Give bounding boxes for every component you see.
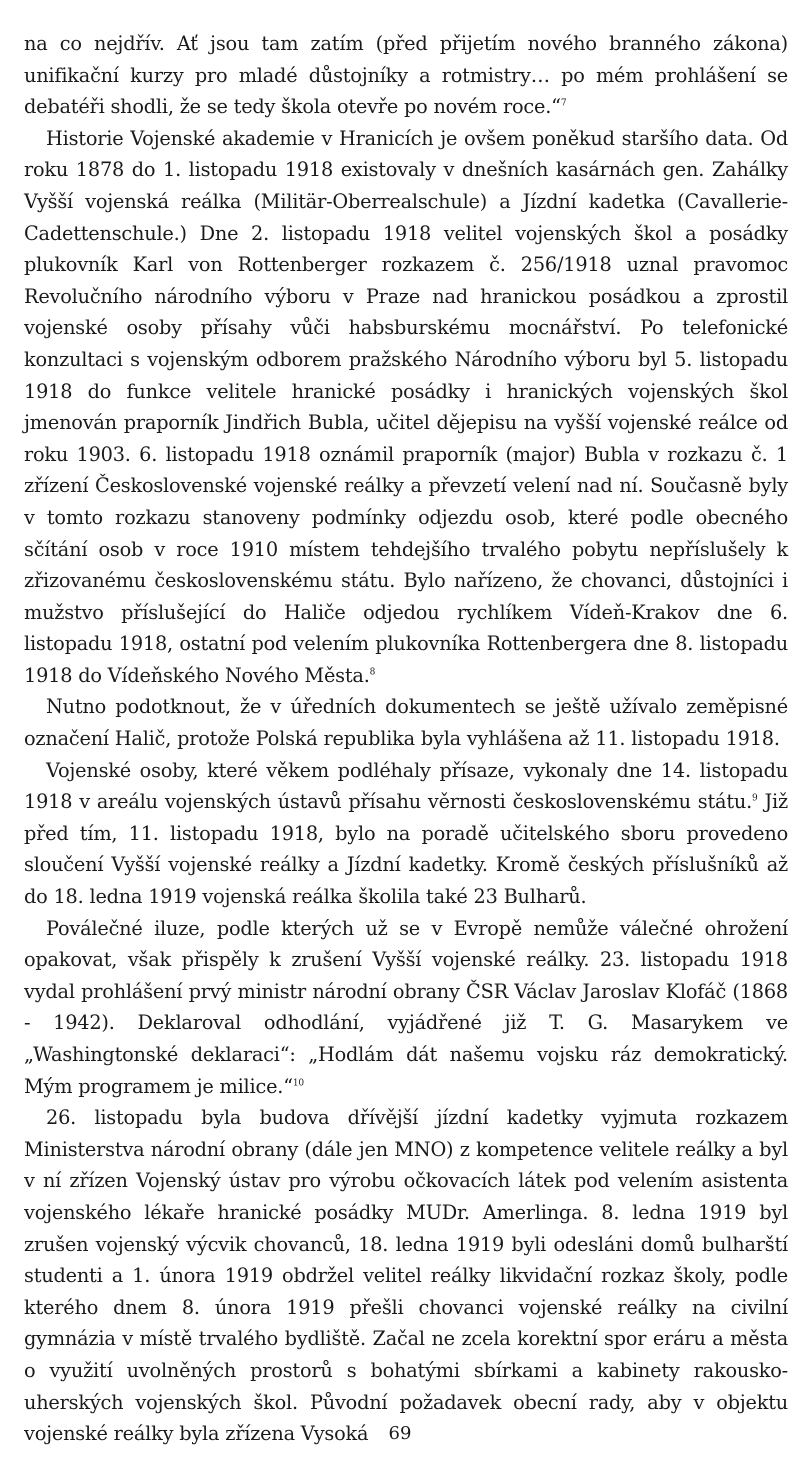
paragraph-6: [24, 1102, 788, 1450]
body-text: [24, 28, 788, 1450]
paragraph-text: 26. listopadu byla budova dřívější jízdní kadetky vyjmuta rozkazem Ministerstva národní obrany (dále jen MNO) z kompetence velitele reálky a byl v ní zřízen Vojenský ústav pro výrobu očkovacích látek pod velením asistenta vojenského lékaře hranické posádky MUDr. Amerlinga. 8. ledna 1919 byl zrušen vojenský výcvik chovanců, 18. ledna 1919 byli odesláni domů bulharští studenti a 1. února 1919 obdržel velitel reálky likvidační rozkaz školy, podle kterého dnem 8. února 1919 přešli chovanci vojenské reálky na civilní gymnázia v místě trvalého bydliště. Začal ne zcela korektní spor eráru a města o využití uvolněných prostorů s bohatými sbírkami a kabinety rakousko-uherských vojenských škol. Původní požadavek obecní rady, aby v objektu vojenské reálky byla zřízena Vysoká: [24, 1106, 788, 1446]
paragraph-1: [24, 28, 788, 123]
footnote-marker: 9: [752, 793, 758, 804]
footnote-marker: 7: [560, 98, 567, 109]
paragraph-3: [24, 691, 788, 754]
paragraph-text: Již před tím, 11. listopadu 1918, bylo na poradě učitelského sboru provedeno sloučení Vyšší vojenské reálky a Jízdní kadetky. Kromě českých příslušníků až do 18. ledna 1919 vojenská reálka školila také 23 Bulharů.: [24, 790, 788, 909]
paragraph-5: [24, 913, 788, 1103]
paragraph-4: [24, 755, 788, 913]
paragraph-text: na co nejdřív. Ať jsou tam zatím (před přijetím nového branného zákona) unifikační kurzy pro mladé důstojníky a rotmistry… po mém prohlášení se debatéři shodli, že se tedy škola otevře po novém roce.“: [24, 32, 788, 119]
page-number: 69: [388, 1423, 412, 1444]
paragraph-text: Poválečné iluze, podle kterých už se v Evropě nemůže válečné ohrožení opakovat, však přispěly k zrušení Vyšší vojenské reálky. 23. listopadu 1918 vydal prohlášení prvý ministr národní obrany ČSR Václav Jaroslav Klofáč (1868 - 1942). Deklaroval odhodlání, vyjádřené již T. G. Masarykem ve „Washingtonské deklaraci“: „Hodlám dát našemu vojsku ráz demokratický. Mým programem je milice.“: [24, 916, 788, 1098]
paragraph-text: Nutno podotknout, že v úředních dokumentech se ještě užívalo zeměpisné označení Halič, protože Polská republika byla vyhlášena až 11. listopadu 1918.: [24, 695, 788, 751]
paragraph-text: Vojenské osoby, které věkem podléhaly přísaze, vykonaly dne 14. listopadu 1918 v areálu vojenských ústavů přísahu věrnosti československému státu.: [24, 758, 788, 814]
paragraph-text: Historie Vojenské akademie v Hranicích je ovšem poněkud staršího data. Od roku 1878 do 1. listopadu 1918 existovaly v dnešních kasárnách gen. Zahálky Vyšší vojenská reálka (Militär-Oberrealschule) a Jízdní kadetka (Cavallerie-Cadettenschule.) Dne 2. listopadu 1918 velitel vojenských škol a posádky plukovník Karl von Rottenberger rozkazem č. 256/1918 uznal pravomoc Revolučního národního výboru v Praze nad hranickou posádkou a zprostil vojenské osoby přísahy vůči habsburskému mocnářství. Po telefonické konzultaci s vojenským odborem pražského Národního výboru byl 5. listopadu 1918 do funkce velitele hranické posádky i hranických vojenských škol jmenován praporník Jindřich Bubla, učitel dějepisu na vyšší vojenské reálce od roku 1903. 6. listopadu 1918 oznámil praporník (major) Bubla v rozkazu č. 1 zřízení Československé vojenské reálky a převzetí velení nad ní. Současně byly v tomto rozkazu stanoveny podmínky odjezdu osob, které podle obecného sčítání osob v roce 1910 místem tehdejšího trvalého pobytu nepříslušely k zřizovanému československému státu. Bylo nařízeno, že chovanci, důstojníci i mužstvo příslušející do Haliče odjedou rychlíkem Vídeň-Krakov dne 6. listopadu 1918, ostatní pod velením plukovníka Rottenbergera dne 8. listopadu 1918 do Vídeňského Nového Města.: [24, 126, 788, 687]
footnote-marker: 10: [292, 1078, 304, 1089]
paragraph-2: [24, 123, 788, 692]
footnote-marker: 8: [369, 667, 376, 678]
